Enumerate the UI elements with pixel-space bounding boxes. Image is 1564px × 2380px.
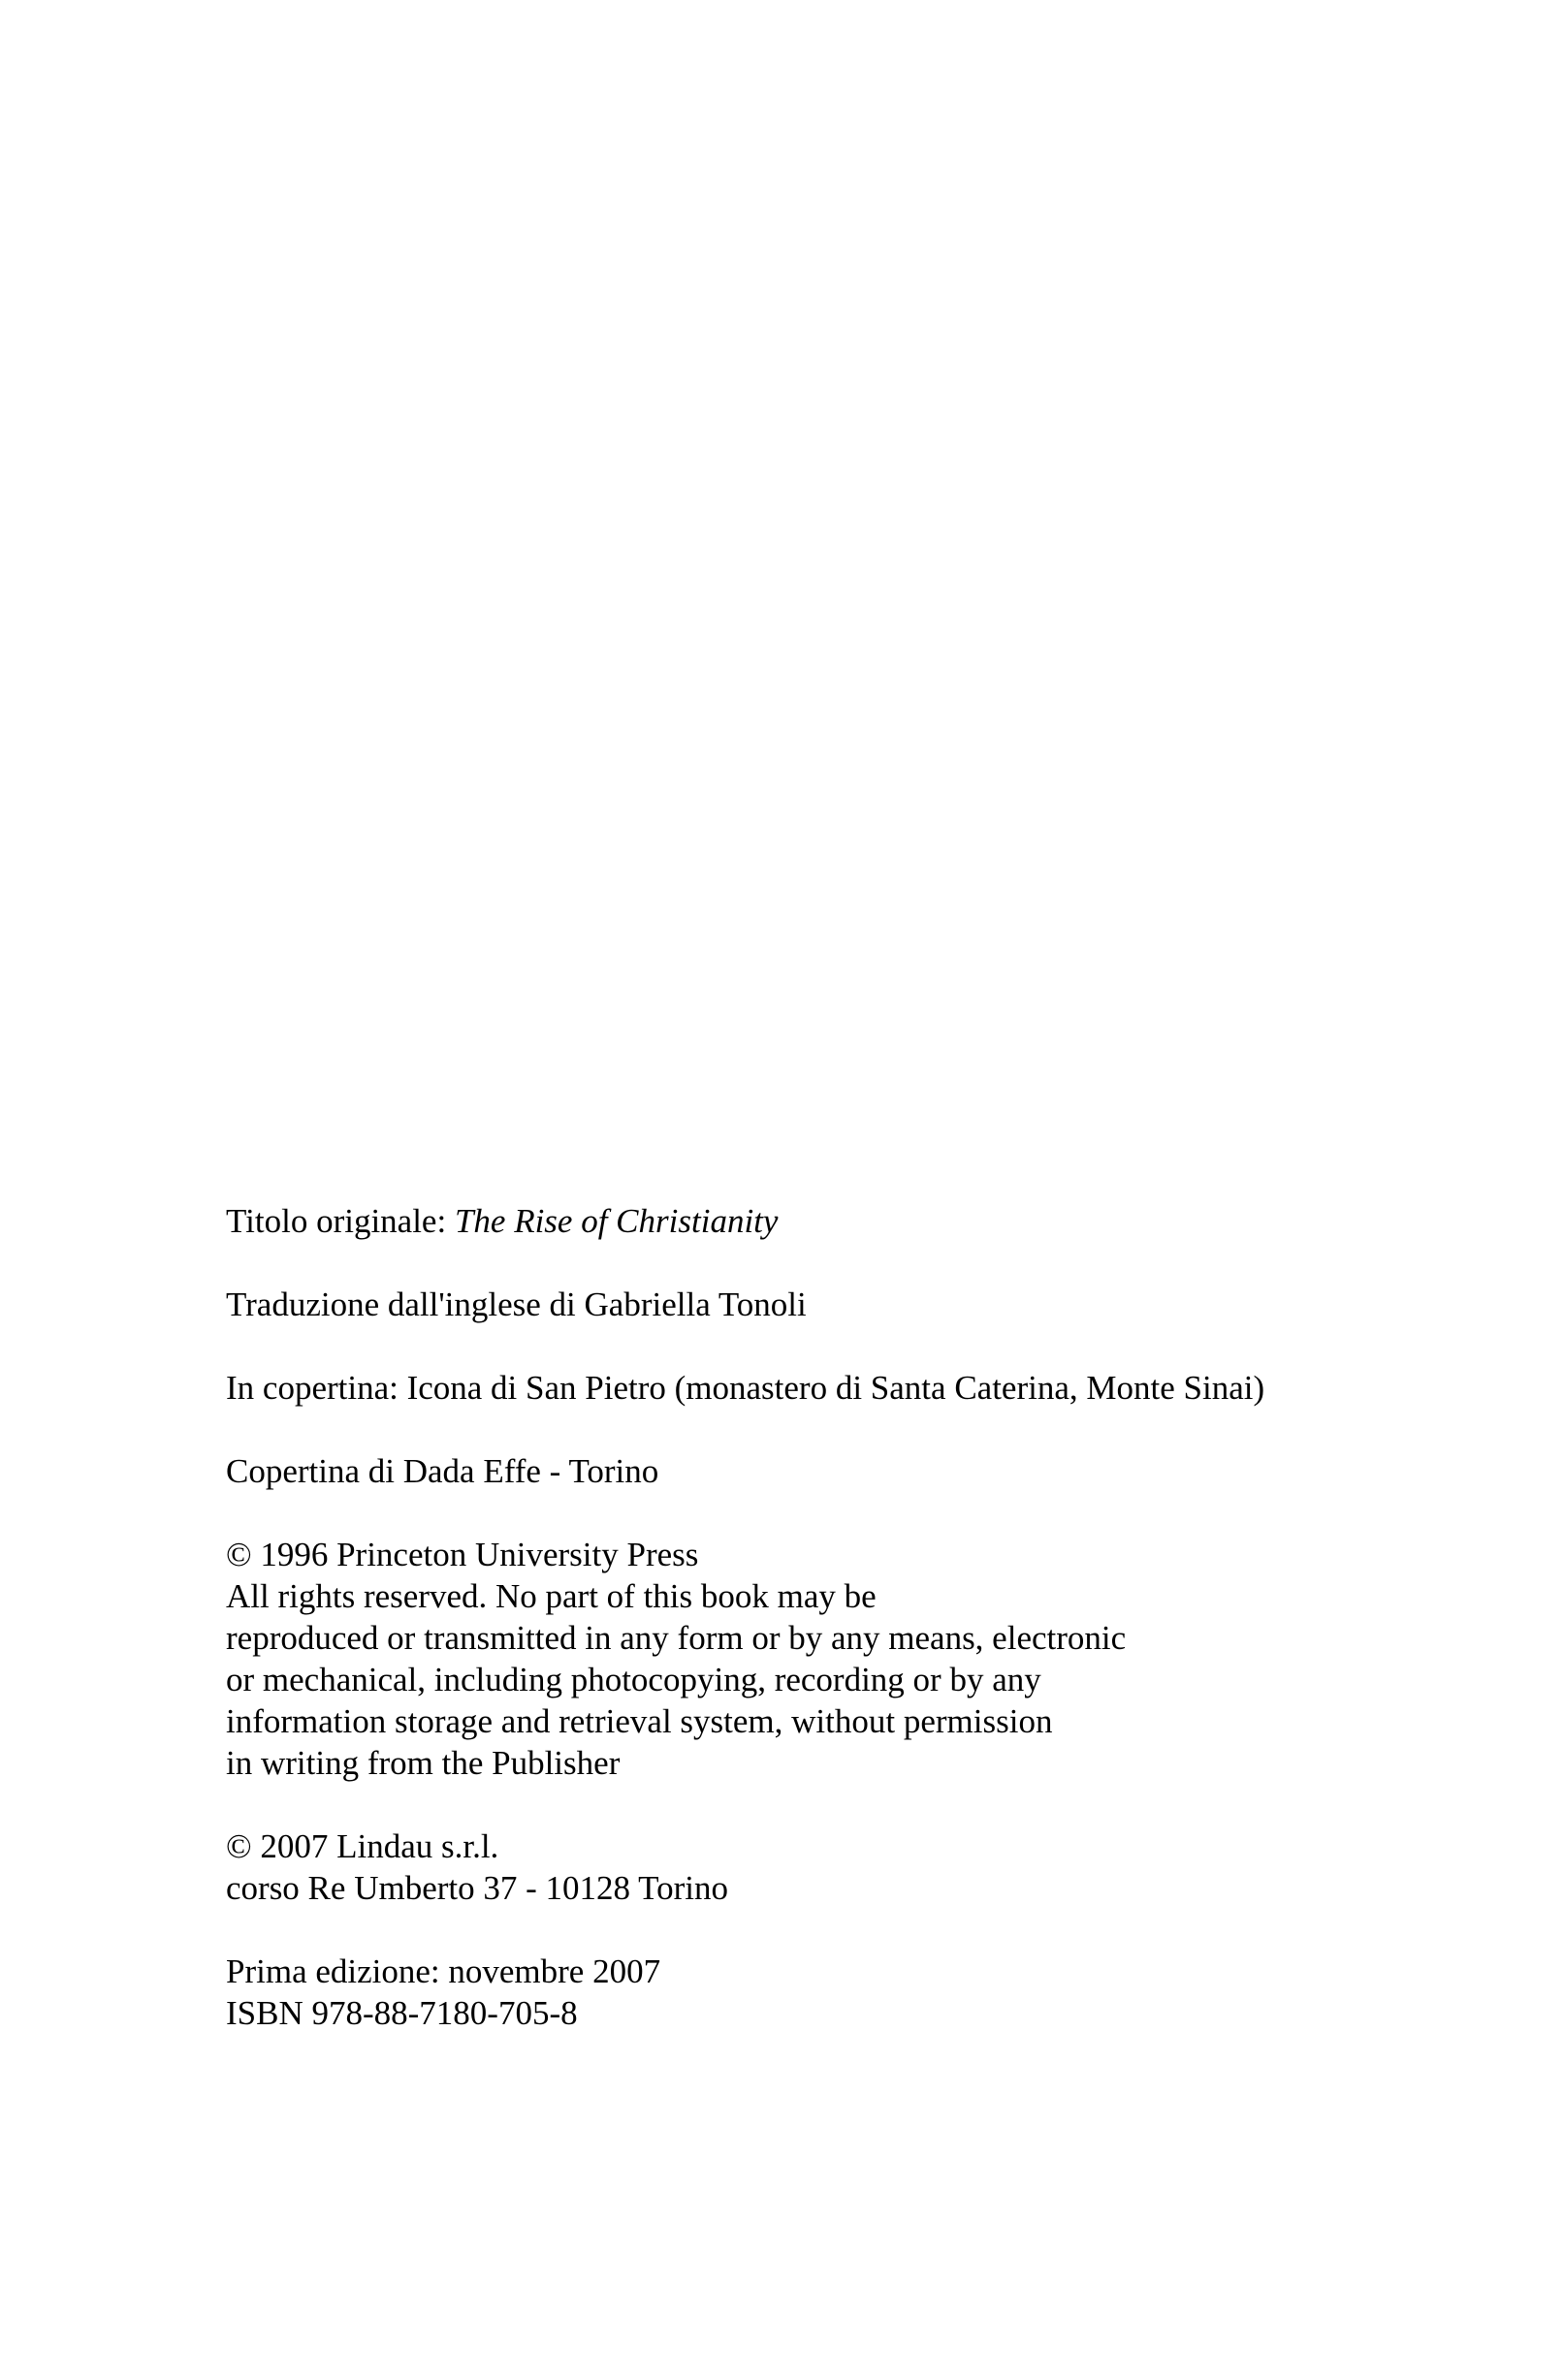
copyright-line: in writing from the Publisher [226,1744,621,1782]
cover-design-credit: Copertina di Dada Effe - Torino [226,1452,659,1490]
isbn: ISBN 978-88-7180-705-8 [226,1994,578,2032]
colophon [226,1200,1486,2034]
original-copyright-notice [226,1534,1486,1784]
publisher-notice [226,1825,1486,1909]
original-title: The Rise of Christianity [454,1202,779,1240]
edition-date: Prima edizione: novembre 2007 [226,1952,661,1990]
publisher-copyright: © 2007 Lindau s.r.l. [226,1827,499,1865]
translation-credit: Traduzione dall'inglese di Gabriella Tonoli [226,1285,807,1323]
cover-image-credit: In copertina: Icona di San Pietro (monastero di Santa Caterina, Monte Sinai) [226,1369,1265,1407]
original-title-label: Titolo originale: [226,1202,447,1240]
copyright-line: information storage and retrieval system, without permission [226,1702,1053,1740]
copyright-line: © 1996 Princeton University Press [226,1536,699,1573]
copyright-line: or mechanical, including photocopying, recording or by any [226,1661,1041,1698]
copyright-line: reproduced or transmitted in any form or by any means, electronic [226,1619,1127,1657]
publisher-address: corso Re Umberto 37 - 10128 Torino [226,1869,728,1907]
copyright-line: All rights reserved. No part of this book may be [226,1577,877,1615]
edition-notice [226,1951,1486,2034]
original-title-line [226,1200,1486,1242]
